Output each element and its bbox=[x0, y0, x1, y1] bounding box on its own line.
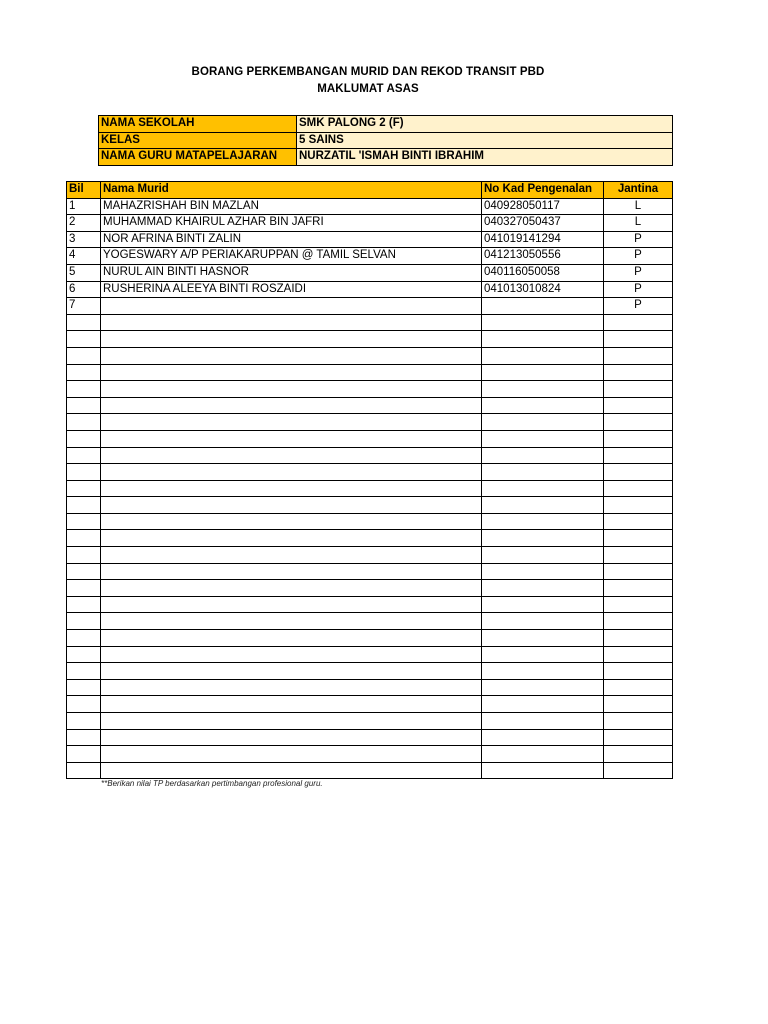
cell-bil[interactable] bbox=[67, 663, 101, 680]
cell-jantina[interactable] bbox=[604, 696, 673, 713]
cell-nama[interactable] bbox=[101, 729, 482, 746]
cell-jantina[interactable] bbox=[604, 646, 673, 663]
cell-bil[interactable] bbox=[67, 414, 101, 431]
cell-jantina[interactable] bbox=[604, 364, 673, 381]
table-row-empty bbox=[67, 381, 673, 398]
cell-jantina[interactable]: P bbox=[604, 248, 673, 265]
cell-bil[interactable] bbox=[67, 381, 101, 398]
cell-bil[interactable] bbox=[67, 513, 101, 530]
cell-ic[interactable]: 040327050437 bbox=[482, 215, 604, 232]
info-label: NAMA SEKOLAH bbox=[99, 116, 297, 133]
table-row-empty bbox=[67, 762, 673, 779]
info-label: KELAS bbox=[99, 132, 297, 149]
table-row-empty bbox=[67, 464, 673, 481]
cell-ic[interactable] bbox=[482, 497, 604, 514]
cell-ic[interactable] bbox=[482, 464, 604, 481]
cell-nama[interactable] bbox=[101, 547, 482, 564]
cell-nama[interactable] bbox=[101, 663, 482, 680]
cell-nama[interactable] bbox=[101, 679, 482, 696]
cell-jantina[interactable] bbox=[604, 563, 673, 580]
cell-jantina[interactable] bbox=[604, 314, 673, 331]
cell-nama[interactable] bbox=[101, 314, 482, 331]
cell-nama[interactable] bbox=[101, 381, 482, 398]
cell-ic[interactable] bbox=[482, 480, 604, 497]
table-row-empty bbox=[67, 414, 673, 431]
cell-bil[interactable] bbox=[67, 762, 101, 779]
cell-ic[interactable] bbox=[482, 613, 604, 630]
cell-jantina[interactable]: L bbox=[604, 215, 673, 232]
cell-bil[interactable] bbox=[67, 347, 101, 364]
table-row bbox=[67, 198, 673, 215]
cell-nama[interactable]: MAHAZRISHAH BIN MAZLAN bbox=[101, 198, 482, 215]
cell-ic[interactable] bbox=[482, 663, 604, 680]
cell-bil[interactable] bbox=[67, 596, 101, 613]
cell-bil[interactable] bbox=[67, 480, 101, 497]
cell-nama[interactable] bbox=[101, 397, 482, 414]
cell-bil[interactable] bbox=[67, 613, 101, 630]
cell-bil[interactable]: 2 bbox=[67, 215, 101, 232]
column-header-bil: Bil bbox=[67, 182, 101, 199]
cell-jantina[interactable] bbox=[604, 613, 673, 630]
cell-jantina[interactable] bbox=[604, 580, 673, 597]
cell-bil[interactable] bbox=[67, 397, 101, 414]
cell-bil[interactable] bbox=[67, 364, 101, 381]
info-value[interactable]: 5 SAINS bbox=[297, 132, 673, 149]
table-row-empty bbox=[67, 347, 673, 364]
cell-bil[interactable] bbox=[67, 563, 101, 580]
table-row-empty bbox=[67, 713, 673, 730]
cell-nama[interactable]: NOR AFRINA BINTI ZALIN bbox=[101, 231, 482, 248]
cell-jantina[interactable] bbox=[604, 729, 673, 746]
cell-nama[interactable] bbox=[101, 447, 482, 464]
cell-ic[interactable] bbox=[482, 580, 604, 597]
cell-jantina[interactable] bbox=[604, 746, 673, 763]
info-value[interactable]: SMK PALONG 2 (F) bbox=[297, 116, 673, 133]
cell-bil[interactable] bbox=[67, 580, 101, 597]
table-row-empty bbox=[67, 331, 673, 348]
cell-nama[interactable] bbox=[101, 563, 482, 580]
table-row-empty bbox=[67, 314, 673, 331]
cell-ic[interactable] bbox=[482, 563, 604, 580]
cell-bil[interactable] bbox=[67, 696, 101, 713]
cell-bil[interactable] bbox=[67, 630, 101, 647]
cell-jantina[interactable]: P bbox=[604, 264, 673, 281]
cell-bil[interactable] bbox=[67, 713, 101, 730]
cell-nama[interactable] bbox=[101, 480, 482, 497]
cell-ic[interactable]: 041213050556 bbox=[482, 248, 604, 265]
cell-nama[interactable]: YOGESWARY A/P PERIAKARUPPAN @ TAMIL SELVAN bbox=[101, 248, 482, 265]
table-row-empty bbox=[67, 364, 673, 381]
table-row-empty bbox=[67, 696, 673, 713]
cell-ic[interactable] bbox=[482, 762, 604, 779]
cell-nama[interactable] bbox=[101, 762, 482, 779]
cell-jantina[interactable] bbox=[604, 630, 673, 647]
table-row-empty bbox=[67, 746, 673, 763]
cell-nama[interactable] bbox=[101, 613, 482, 630]
table-row-empty bbox=[67, 630, 673, 647]
cell-nama[interactable] bbox=[101, 580, 482, 597]
cell-ic[interactable] bbox=[482, 513, 604, 530]
table-row-empty bbox=[67, 497, 673, 514]
cell-jantina[interactable] bbox=[604, 530, 673, 547]
cell-bil[interactable]: 3 bbox=[67, 231, 101, 248]
cell-ic[interactable] bbox=[482, 331, 604, 348]
cell-ic[interactable] bbox=[482, 447, 604, 464]
cell-bil[interactable] bbox=[67, 464, 101, 481]
cell-jantina[interactable]: P bbox=[604, 281, 673, 298]
cell-ic[interactable] bbox=[482, 713, 604, 730]
cell-jantina[interactable] bbox=[604, 447, 673, 464]
table-row-empty bbox=[67, 729, 673, 746]
cell-nama[interactable]: MUHAMMAD KHAIRUL AZHAR BIN JAFRI bbox=[101, 215, 482, 232]
cell-nama[interactable] bbox=[101, 596, 482, 613]
table-row-empty bbox=[67, 513, 673, 530]
table-row bbox=[67, 231, 673, 248]
table-row-empty bbox=[67, 530, 673, 547]
cell-ic[interactable] bbox=[482, 414, 604, 431]
cell-bil[interactable] bbox=[67, 430, 101, 447]
cell-nama[interactable] bbox=[101, 630, 482, 647]
cell-jantina[interactable] bbox=[604, 347, 673, 364]
cell-nama[interactable] bbox=[101, 746, 482, 763]
cell-nama[interactable] bbox=[101, 530, 482, 547]
cell-ic[interactable]: 040928050117 bbox=[482, 198, 604, 215]
cell-bil[interactable]: 6 bbox=[67, 281, 101, 298]
table-row bbox=[67, 248, 673, 265]
cell-ic[interactable]: 041019141294 bbox=[482, 231, 604, 248]
cell-ic[interactable] bbox=[482, 530, 604, 547]
table-header-row bbox=[67, 182, 673, 199]
cell-jantina[interactable] bbox=[604, 397, 673, 414]
info-label: NAMA GURU MATAPELAJARAN bbox=[99, 149, 297, 166]
cell-jantina[interactable] bbox=[604, 381, 673, 398]
cell-jantina[interactable]: P bbox=[604, 298, 673, 315]
cell-jantina[interactable] bbox=[604, 497, 673, 514]
cell-jantina[interactable] bbox=[604, 713, 673, 730]
cell-nama[interactable] bbox=[101, 331, 482, 348]
cell-bil[interactable] bbox=[67, 646, 101, 663]
info-value[interactable]: NURZATIL 'ISMAH BINTI IBRAHIM bbox=[297, 149, 673, 166]
cell-bil[interactable] bbox=[67, 497, 101, 514]
column-header-jantina: Jantina bbox=[604, 182, 673, 199]
table-row bbox=[67, 215, 673, 232]
cell-bil[interactable]: 5 bbox=[67, 264, 101, 281]
info-row-class bbox=[99, 132, 673, 149]
table-row-empty bbox=[67, 397, 673, 414]
table-row bbox=[67, 281, 673, 298]
table-row-empty bbox=[67, 679, 673, 696]
cell-ic[interactable] bbox=[482, 596, 604, 613]
cell-bil[interactable] bbox=[67, 314, 101, 331]
cell-jantina[interactable]: L bbox=[604, 198, 673, 215]
cell-ic[interactable] bbox=[482, 679, 604, 696]
cell-ic[interactable] bbox=[482, 630, 604, 647]
cell-jantina[interactable] bbox=[604, 480, 673, 497]
cell-nama[interactable]: RUSHERINA ALEEYA BINTI ROSZAIDI bbox=[101, 281, 482, 298]
form-subtitle: MAKLUMAT ASAS bbox=[317, 83, 419, 95]
cell-jantina[interactable] bbox=[604, 547, 673, 564]
cell-ic[interactable] bbox=[482, 314, 604, 331]
table-row-empty bbox=[67, 613, 673, 630]
table-row bbox=[67, 264, 673, 281]
table-row-empty bbox=[67, 580, 673, 597]
cell-jantina[interactable] bbox=[604, 464, 673, 481]
cell-jantina[interactable] bbox=[604, 430, 673, 447]
cell-bil[interactable] bbox=[67, 530, 101, 547]
cell-ic[interactable] bbox=[482, 646, 604, 663]
table-row-empty bbox=[67, 663, 673, 680]
cell-nama[interactable] bbox=[101, 364, 482, 381]
column-header-nama: Nama Murid bbox=[101, 182, 482, 199]
cell-nama[interactable] bbox=[101, 464, 482, 481]
cell-ic[interactable] bbox=[482, 696, 604, 713]
cell-bil[interactable]: 7 bbox=[67, 298, 101, 315]
cell-bil[interactable]: 1 bbox=[67, 198, 101, 215]
table-row-empty bbox=[67, 596, 673, 613]
cell-ic[interactable] bbox=[482, 397, 604, 414]
table-row-empty bbox=[67, 563, 673, 580]
table-row-empty bbox=[67, 480, 673, 497]
footnote: **Berikan nilai TP berdasarkan pertimbangan profesional guru. bbox=[101, 779, 323, 788]
cell-bil[interactable] bbox=[67, 447, 101, 464]
cell-jantina[interactable] bbox=[604, 679, 673, 696]
cell-bil[interactable]: 4 bbox=[67, 248, 101, 265]
cell-nama[interactable] bbox=[101, 347, 482, 364]
cell-ic[interactable] bbox=[482, 430, 604, 447]
cell-bil[interactable] bbox=[67, 746, 101, 763]
cell-nama[interactable] bbox=[101, 497, 482, 514]
cell-jantina[interactable] bbox=[604, 513, 673, 530]
cell-nama[interactable]: NURUL AIN BINTI HASNOR bbox=[101, 264, 482, 281]
cell-ic[interactable] bbox=[482, 729, 604, 746]
info-table bbox=[98, 115, 673, 166]
table-row-empty bbox=[67, 646, 673, 663]
cell-bil[interactable] bbox=[67, 729, 101, 746]
table-row bbox=[67, 298, 673, 315]
table-row-empty bbox=[67, 430, 673, 447]
cell-ic[interactable]: 040116050058 bbox=[482, 264, 604, 281]
cell-nama[interactable] bbox=[101, 414, 482, 431]
cell-jantina[interactable]: P bbox=[604, 231, 673, 248]
cell-ic[interactable] bbox=[482, 364, 604, 381]
cell-bil[interactable] bbox=[67, 331, 101, 348]
cell-ic[interactable] bbox=[482, 547, 604, 564]
info-row-school bbox=[99, 116, 673, 133]
cell-nama[interactable] bbox=[101, 298, 482, 315]
cell-jantina[interactable] bbox=[604, 762, 673, 779]
cell-jantina[interactable] bbox=[604, 414, 673, 431]
column-header-ic: No Kad Pengenalan bbox=[482, 182, 604, 199]
cell-nama[interactable] bbox=[101, 696, 482, 713]
table-row-empty bbox=[67, 447, 673, 464]
cell-nama[interactable] bbox=[101, 646, 482, 663]
cell-ic[interactable] bbox=[482, 746, 604, 763]
student-table bbox=[66, 181, 673, 779]
cell-nama[interactable] bbox=[101, 430, 482, 447]
cell-ic[interactable] bbox=[482, 381, 604, 398]
info-row-teacher bbox=[99, 149, 673, 166]
cell-nama[interactable] bbox=[101, 513, 482, 530]
cell-bil[interactable] bbox=[67, 679, 101, 696]
form-title: BORANG PERKEMBANGAN MURID DAN REKOD TRANSIT PBD bbox=[191, 66, 545, 78]
cell-ic[interactable] bbox=[482, 347, 604, 364]
cell-ic[interactable] bbox=[482, 298, 604, 315]
cell-jantina[interactable] bbox=[604, 331, 673, 348]
cell-ic[interactable]: 041013010824 bbox=[482, 281, 604, 298]
cell-nama[interactable] bbox=[101, 713, 482, 730]
cell-bil[interactable] bbox=[67, 547, 101, 564]
table-row-empty bbox=[67, 547, 673, 564]
cell-jantina[interactable] bbox=[604, 596, 673, 613]
cell-jantina[interactable] bbox=[604, 663, 673, 680]
